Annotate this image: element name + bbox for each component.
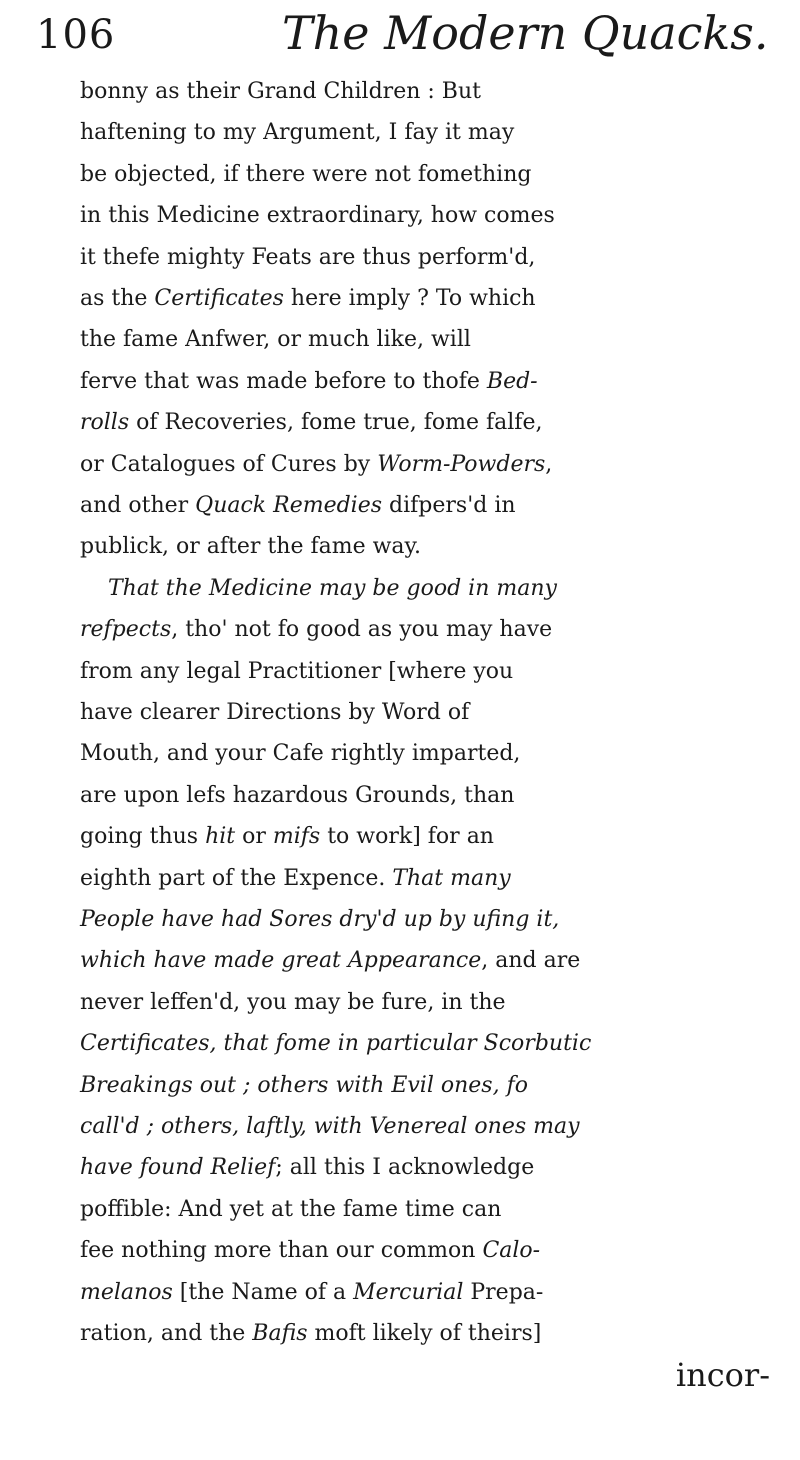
text-run: going thus — [80, 824, 206, 850]
text-line — [80, 610, 780, 650]
text-line — [80, 652, 780, 692]
text-run: the fame Anfwer, or much like, will — [80, 327, 471, 353]
text-run: , tho' not fo good as you may have — [171, 617, 553, 643]
text-run: or Catalogues of Cures by — [80, 451, 378, 477]
text-line — [80, 1273, 780, 1313]
text-line — [80, 72, 780, 112]
text-run: ; all this I acknowledge — [275, 1155, 535, 1181]
italic-text: Mercurial — [353, 1279, 464, 1305]
italic-text: Certificates — [154, 286, 284, 311]
italic-text: Worm-Powders — [377, 451, 546, 477]
text-run: are upon lefs hazardous Grounds, than — [80, 782, 515, 808]
text-line — [80, 403, 780, 443]
text-run: haftening to my Argument, I fay it may — [80, 120, 515, 146]
italic-text: hit — [205, 824, 236, 850]
italic-text: People have had Sores dry'd up by ufing it, — [80, 907, 560, 932]
text-line — [80, 445, 780, 485]
text-run: in this Medicine extraordinary, how comes — [80, 203, 555, 229]
text-line — [80, 983, 780, 1023]
text-run: here imply ? To which — [283, 286, 536, 311]
text-line — [80, 859, 780, 899]
text-run: incor- — [675, 1356, 770, 1395]
text-run: moft likely of theirs] — [307, 1321, 542, 1346]
italic-text: refpects — [80, 617, 172, 643]
italic-text: rolls — [80, 410, 130, 436]
text-run: , and are — [481, 948, 581, 974]
italic-text: That the Medicine may be good in many — [108, 575, 557, 601]
italic-text: Bed- — [486, 368, 538, 394]
italic-text: which have made great Appearance — [80, 948, 482, 974]
text-run: ration, and the — [80, 1321, 253, 1346]
text-run: or — [235, 824, 273, 850]
text-line — [80, 238, 780, 278]
text-run: publick, or after the fame way. — [80, 534, 422, 560]
text-run: ferve that was made before to thofe — [80, 368, 487, 394]
italic-text: Calo- — [482, 1238, 541, 1264]
text-run: fee nothing more than our common — [80, 1238, 483, 1264]
text-line — [80, 1355, 770, 1395]
text-run: to work] for an — [320, 824, 494, 850]
text-run: Mouth, and your Cafe rightly imparted, — [80, 741, 521, 767]
italic-text: melanos — [80, 1279, 173, 1305]
text-run: , — [545, 451, 553, 477]
text-run: and other — [80, 493, 196, 518]
text-line — [80, 196, 780, 236]
page-header — [30, 0, 780, 72]
text-run: Prepa- — [463, 1279, 544, 1305]
text-line — [80, 693, 780, 733]
italic-text: Quack Remedies — [195, 493, 383, 518]
text-line — [80, 900, 780, 940]
text-line — [80, 776, 780, 816]
text-run: poffible: And yet at the fame time can — [80, 1196, 502, 1222]
text-line — [80, 1148, 780, 1188]
text-line — [80, 1190, 780, 1230]
text-line — [80, 279, 780, 319]
text-line — [80, 1024, 780, 1064]
text-line — [80, 817, 780, 857]
text-line — [80, 1066, 780, 1106]
text-run: [the Name of a — [172, 1279, 354, 1305]
text-run: have clearer Directions by Word of — [80, 700, 470, 725]
text-line — [80, 941, 780, 981]
text-line — [80, 1107, 780, 1147]
text-run: of Recoveries, fome true, fome falfe, — [129, 410, 543, 436]
text-line — [80, 1314, 780, 1354]
running-title: The Modern Quacks. — [282, 6, 769, 60]
page-number: 106 — [36, 12, 116, 58]
text-line — [80, 569, 780, 609]
text-run: it thefe mighty Feats are thus perform'd, — [80, 244, 536, 270]
text-run: never leffen'd, you may be fure, in the — [80, 989, 506, 1015]
text-run: bonny as their Grand Children : But — [80, 79, 481, 104]
italic-text: Breakings out ; others with Evil ones, fo — [80, 1072, 528, 1098]
text-line — [80, 155, 780, 195]
italic-text: mifs — [272, 824, 321, 850]
text-line — [80, 1231, 780, 1271]
italic-text: That many — [392, 865, 511, 891]
text-run: be objected, if there were not fomething — [80, 161, 532, 187]
italic-text: Certificates, that fome in particular Scorbutic — [80, 1031, 592, 1057]
text-line — [80, 320, 780, 360]
text-line — [80, 527, 780, 567]
text-line — [80, 486, 780, 526]
italic-text: have found Relief — [80, 1155, 276, 1181]
text-run: difpers'd in — [382, 493, 516, 518]
text-run: eighth part of the Expence. — [80, 865, 393, 891]
text-line — [80, 734, 780, 774]
italic-text: call'd ; others, laftly, with Venereal ones may — [80, 1114, 580, 1139]
text-run: from any legal Practitioner [where you — [80, 658, 514, 684]
italic-text: Bafis — [252, 1321, 308, 1346]
text-line — [80, 113, 780, 153]
text-line — [80, 362, 780, 402]
text-run: as the — [80, 286, 155, 311]
